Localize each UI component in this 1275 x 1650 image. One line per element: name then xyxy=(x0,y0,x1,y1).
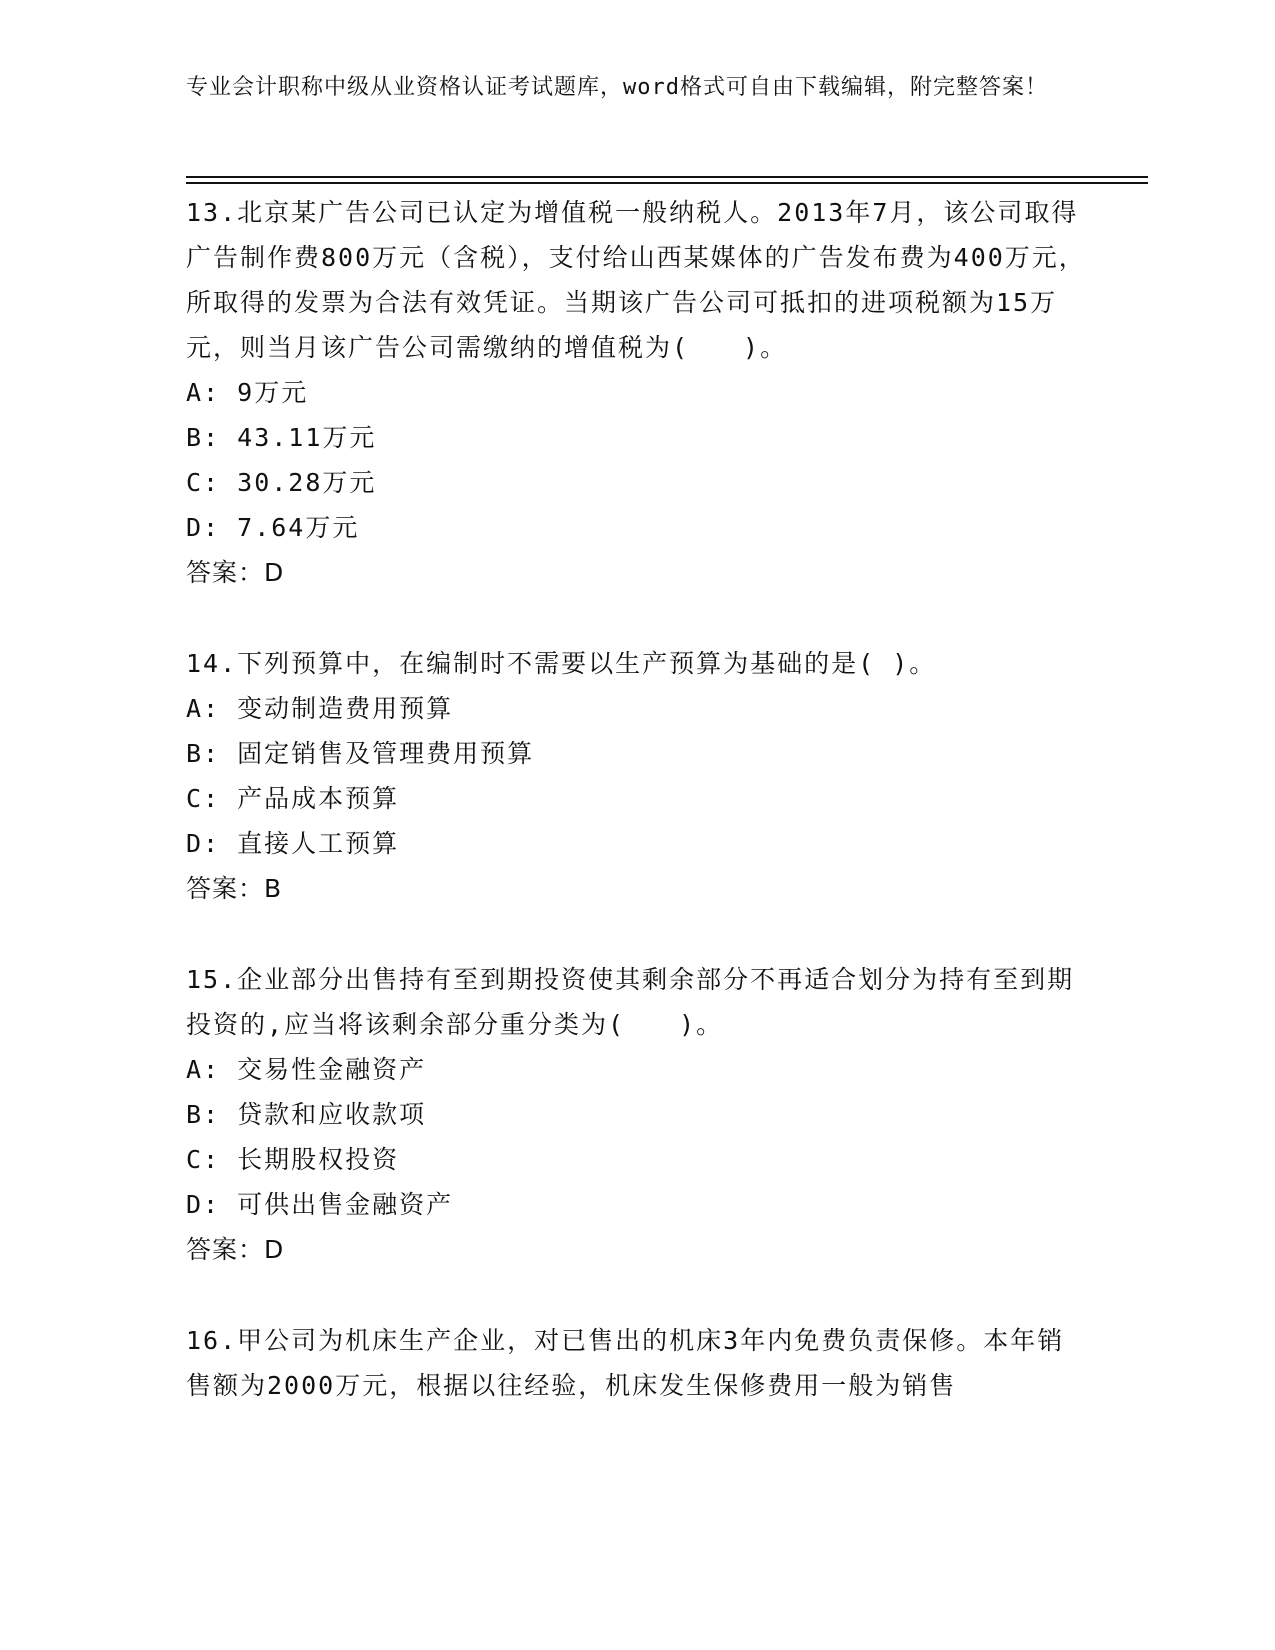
option-a: A: 交易性金融资产 xyxy=(186,1055,427,1084)
header-divider-top xyxy=(186,176,1148,178)
answer: 答案：D xyxy=(186,558,285,587)
option-a: A: 变动制造费用预算 xyxy=(186,694,454,723)
question-16 xyxy=(186,1318,1086,1408)
option-b: B: 固定销售及管理费用预算 xyxy=(186,739,535,768)
question-stem: 15.企业部分出售持有至到期投资使其剩余部分不再适合划分为持有至到期投资的,应当将该剩余部分重分类为( )。 xyxy=(186,965,1075,1039)
question-13 xyxy=(186,190,1086,595)
question-14 xyxy=(186,641,1086,911)
header-divider-bottom xyxy=(186,182,1148,184)
answer: 答案：B xyxy=(186,874,283,903)
question-stem: 14.下列预算中，在编制时不需要以生产预算为基础的是( )。 xyxy=(186,649,937,678)
option-c: C: 长期股权投资 xyxy=(186,1145,400,1174)
question-spacer xyxy=(186,911,1086,957)
option-d: D: 直接人工预算 xyxy=(186,829,400,858)
answer: 答案：D xyxy=(186,1235,285,1264)
option-b: B: 43.11万元 xyxy=(186,423,377,452)
option-d: D: 可供出售金融资产 xyxy=(186,1190,454,1219)
question-spacer xyxy=(186,1272,1086,1318)
document-header: 专业会计职称中级从业资格认证考试题库，word格式可自由下载编辑，附完整答案！ xyxy=(186,75,1048,100)
question-15 xyxy=(186,957,1086,1272)
question-spacer xyxy=(186,595,1086,641)
option-c: C: 产品成本预算 xyxy=(186,784,400,813)
option-c: C: 30.28万元 xyxy=(186,468,377,497)
option-b: B: 贷款和应收款项 xyxy=(186,1100,427,1129)
question-list xyxy=(186,190,1086,1408)
option-d: D: 7.64万元 xyxy=(186,513,360,542)
option-a: A: 9万元 xyxy=(186,378,309,407)
question-stem: 16.甲公司为机床生产企业，对已售出的机床3年内免费负责保修。本年销售额为2000万元，根据以往经验，机床发生保修费用一般为销售 xyxy=(186,1326,1065,1400)
question-stem: 13.北京某广告公司已认定为增值税一般纳税人。2013年7月，该公司取得广告制作费800万元（含税），支付给山西某媒体的广告发布费为400万元，所取得的发票为合法有效凭证。当期该广告公司可抵扣的进项税额为15万元，则当月该广告公司需缴纳的增值税为( )。 xyxy=(186,198,1086,362)
